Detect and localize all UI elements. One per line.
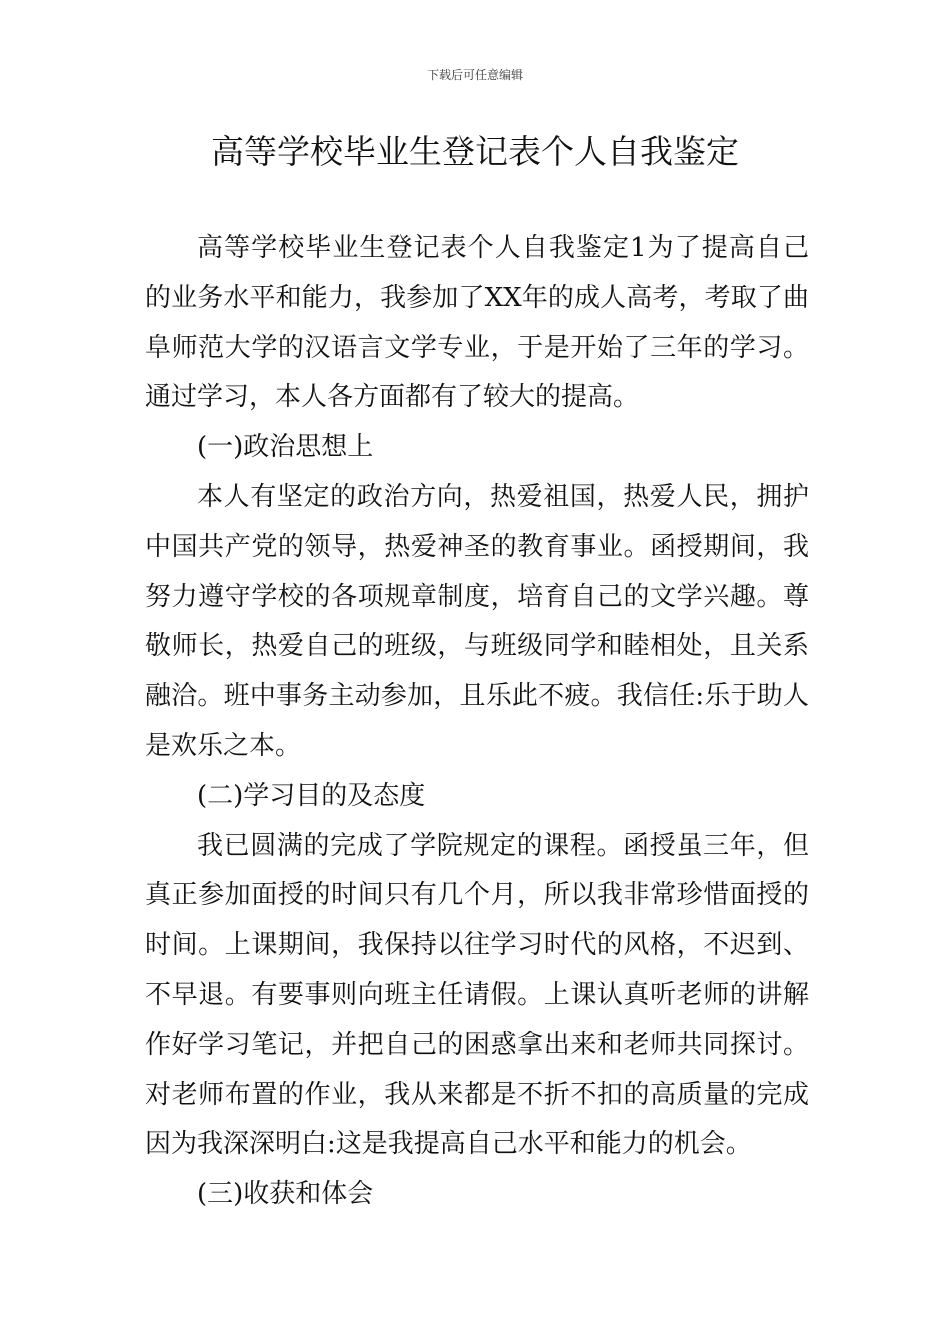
header-note: 下载后可任意编辑	[426, 68, 523, 82]
paragraph-study: 我已圆满的完成了学院规定的课程。函授虽三年，但真正参加面授的时间只有几个月，所以我非常珍惜面授的时间。上课期间，我保持以往学习时代的风格，不迟到、不早退。有要事则向班主任请假。上课认真听老师的讲解作好学习笔记，并把自己的困惑拿出来和老师共同探讨。对老师布置的作业，我从来都是不折不扣的高质量的完成因为我深深明白:这是我提高自己水平和能力的机会。	[145, 830, 809, 1160]
document-title: 高等学校毕业生登记表个人自我鉴定	[211, 132, 739, 171]
paragraph-intro: 高等学校毕业生登记表个人自我鉴定1为了提高自己的业务水平和能力，我参加了XX年的成人高考，考取了曲阜师范大学的汉语言文学专业，于是开始了三年的学习。通过学习，本人各方面都有了较大的提高。	[145, 233, 809, 413]
document-body	[145, 224, 809, 1220]
section-heading-politics: (一)政治思想上	[197, 432, 374, 463]
paragraph-politics: 本人有坚定的政治方向，热爱祖国，热爱人民，拥护中国共产党的领导，热爱神圣的教育事业。函授期间，我努力遵守学校的各项规章制度，培育自己的文学兴趣。尊敬师长，热爱自己的班级，与班级同学和睦相处，且关系融洽。班中事务主动参加，且乐此不疲。我信任:乐于助人是欢乐之本。	[145, 481, 809, 761]
section-heading-study: (二)学习目的及态度	[197, 780, 426, 811]
section-heading-gains: (三)收获和体会	[197, 1179, 374, 1210]
